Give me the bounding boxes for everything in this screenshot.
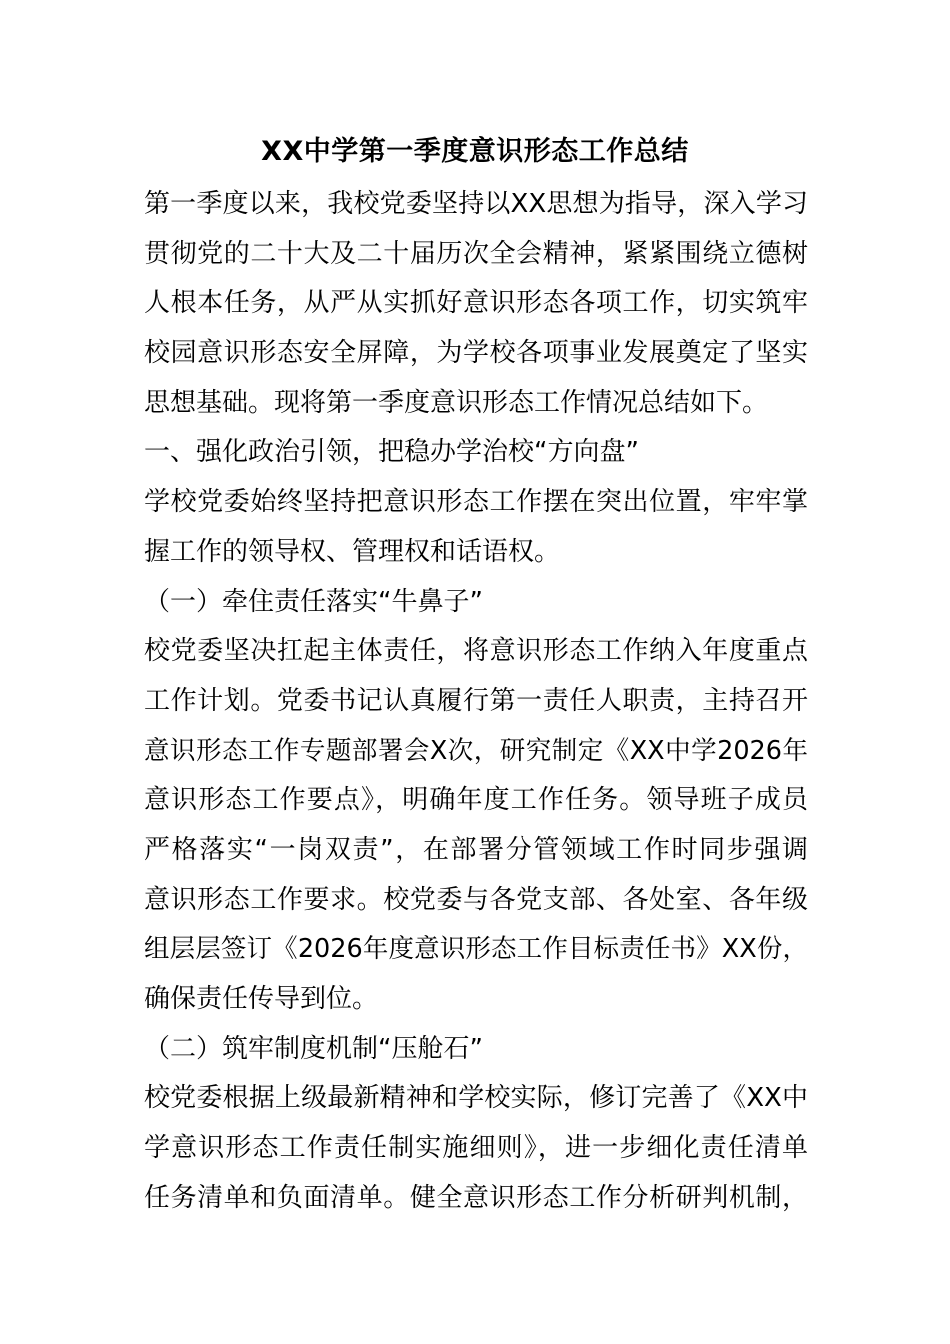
body-line-21: 任务清单和负面清单。健全意识形态工作分析研判机制， — [144, 1182, 808, 1213]
body-line-20: 学意识形态工作责任制实施细则》，进一步细化责任清单 — [144, 1133, 808, 1164]
subsection-heading-2: （二）筑牢制度机制“压舱石” — [144, 1033, 483, 1064]
body-line-4: 校园意识形态安全屏障，为学校各项事业发展奠定了坚实 — [144, 338, 808, 369]
body-line-8: 握工作的领导权、管理权和话语权。 — [144, 536, 561, 567]
body-line-11: 工作计划。党委书记认真履行第一责任人职责，主持召开 — [144, 685, 808, 716]
document-title: XX中学第一季度意识形态工作总结 — [261, 136, 689, 167]
body-line-17: 确保责任传导到位。 — [144, 984, 379, 1014]
body-line-10: 校党委坚决扛起主体责任，将意识形态工作纳入年度重点 — [144, 636, 808, 667]
section-heading-1: 一、强化政治引领，把稳办学治校“方向盘” — [144, 437, 639, 468]
body-line-2: 贯彻党的二十大及二十届历次全会精神，紧紧围绕立德树 — [144, 238, 808, 269]
body-line-15: 意识形态工作要求。校党委与各党支部、各处室、各年级 — [144, 884, 808, 915]
body-line-5: 思想基础。现将第一季度意识形态工作情况总结如下。 — [144, 387, 769, 418]
body-line-3: 人根本任务，从严从实抓好意识形态各项工作，切实筑牢 — [144, 288, 808, 319]
document-body — [144, 180, 808, 1223]
body-line-1: 第一季度以来，我校党委坚持以XX思想为指导，深入学习 — [144, 189, 808, 219]
body-line-14: 严格落实“一岗双责”，在部署分管领域工作时同步强调 — [144, 834, 808, 865]
body-line-13: 意识形态工作要点》，明确年度工作任务。领导班子成员 — [144, 785, 808, 816]
subsection-heading-1: （一）牵住责任落实“牛鼻子” — [144, 586, 483, 617]
body-line-16: 组层层签订《2026年度意识形态工作目标责任书》XX份， — [144, 934, 808, 965]
body-line-19: 校党委根据上级最新精神和学校实际，修订完善了《XX中 — [144, 1083, 808, 1114]
body-line-7: 学校党委始终坚持把意识形态工作摆在突出位置，牢牢掌 — [144, 487, 808, 518]
body-line-12: 意识形态工作专题部署会X次，研究制定《XX中学2026年 — [144, 735, 808, 766]
